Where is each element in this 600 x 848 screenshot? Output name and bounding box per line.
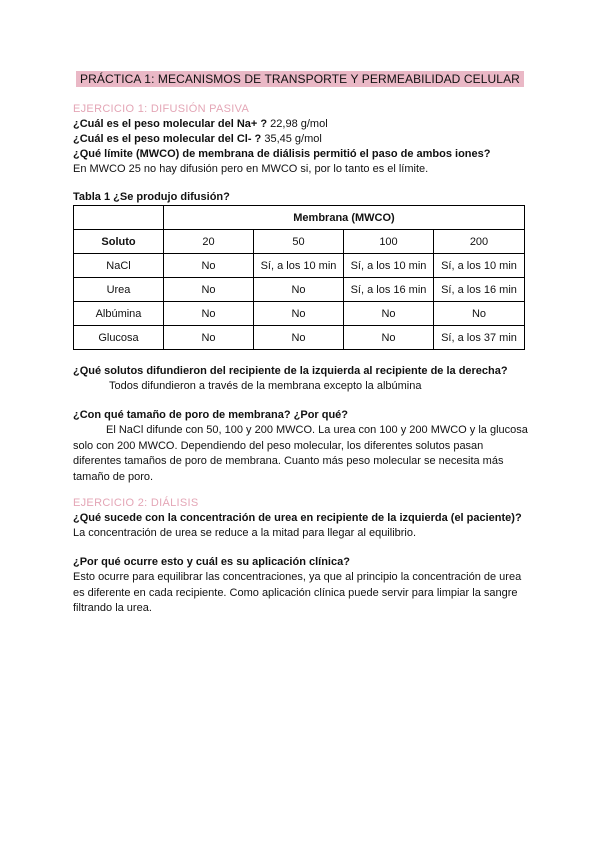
membrane-group-header: Membrana (MWCO)	[164, 206, 525, 230]
page-title: PRÁCTICA 1: MECANISMOS DE TRANSPORTE Y PERMEABILIDAD CELULAR	[76, 71, 524, 87]
table-cell: No	[164, 278, 254, 302]
table-cell: No	[164, 326, 254, 350]
column-header: 20	[164, 230, 254, 254]
table-cell: No	[254, 278, 344, 302]
question-na-weight	[73, 118, 328, 130]
exercise-2-heading: EJERCICIO 2: DIÁLISIS	[73, 497, 199, 509]
table-caption: Tabla 1 ¿Se produjo difusión?	[73, 191, 230, 203]
question-pore-size: ¿Con qué tamaño de poro de membrana? ¿Por qué?	[73, 409, 349, 421]
table-row	[74, 326, 525, 350]
answer-cl-weight: 35,45 g/mol	[264, 133, 322, 145]
table-cell: Sí, a los 10 min	[344, 254, 434, 278]
answer-pore-size-text: El NaCl difunde con 50, 100 y 200 MWCO. La urea con 100 y 200 MWCO y la glucosa solo con 200 MWCO. Dependiendo del peso molecular, los diferentes solutos pasan diferentes tamaños de poro de membrana. Cuanto más peso molecular se necesita más tamaño de poro.	[73, 424, 528, 483]
table-empty-corner	[74, 206, 164, 230]
table-cell: No	[344, 302, 434, 326]
question-mwco-limit: ¿Qué límite (MWCO) de membrana de diálisis permitió el paso de ambos iones?	[73, 148, 491, 160]
question-na-weight-text: ¿Cuál es el peso molecular del Na+ ?	[73, 118, 268, 130]
title-wrap	[0, 70, 600, 88]
table-cell: No	[434, 302, 525, 326]
table-cell: No	[254, 326, 344, 350]
table-cell: Albúmina	[74, 302, 164, 326]
answer-urea-concentration: La concentración de urea se reduce a la mitad para llegar al equilibrio.	[73, 527, 417, 539]
table-cell: No	[254, 302, 344, 326]
answer-mwco-limit: En MWCO 25 no hay difusión pero en MWCO si, por lo tanto es el límite.	[73, 163, 429, 175]
table-cell: Sí, a los 37 min	[434, 326, 525, 350]
table-header-row	[74, 230, 525, 254]
answer-pore-size	[73, 423, 533, 485]
table-row	[74, 278, 525, 302]
question-cl-weight-text: ¿Cuál es el peso molecular del Cl- ?	[73, 133, 262, 145]
question-solutes: ¿Qué solutos difundieron del recipiente de la izquierda al recipiente de la derecha?	[73, 365, 508, 377]
table-group-header-row	[74, 206, 525, 230]
diffusion-table	[73, 205, 525, 350]
question-clinical-use: ¿Por qué ocurre esto y cuál es su aplicación clínica?	[73, 556, 350, 568]
table-cell: NaCl	[74, 254, 164, 278]
table-cell: Sí, a los 16 min	[434, 278, 525, 302]
table-cell: Glucosa	[74, 326, 164, 350]
answer-solutes: Todos difundieron a través de la membrana excepto la albúmina	[109, 380, 422, 392]
column-header: Soluto	[74, 230, 164, 254]
table-cell: Sí, a los 16 min	[344, 278, 434, 302]
table-cell: Sí, a los 10 min	[434, 254, 525, 278]
table-row	[74, 254, 525, 278]
answer-na-weight: 22,98 g/mol	[270, 118, 328, 130]
table-cell: Sí, a los 10 min	[254, 254, 344, 278]
table-cell: No	[344, 326, 434, 350]
column-header: 50	[254, 230, 344, 254]
column-header: 200	[434, 230, 525, 254]
table-row	[74, 302, 525, 326]
table-cell: No	[164, 254, 254, 278]
question-cl-weight	[73, 133, 322, 145]
answer-clinical-use: Esto ocurre para equilibrar las concentraciones, ya que al principio la concentración de urea es diferente en cada recipiente. Como aplicación clínica puede servir para limpiar la sangre filtrando la urea.	[73, 571, 522, 614]
question-urea-concentration: ¿Qué sucede con la concentración de urea en recipiente de la izquierda (el paciente)?	[73, 512, 522, 524]
table-cell: Urea	[74, 278, 164, 302]
exercise-1-heading: EJERCICIO 1: DIFUSIÓN PASIVA	[73, 103, 250, 115]
table-cell: No	[164, 302, 254, 326]
column-header: 100	[344, 230, 434, 254]
